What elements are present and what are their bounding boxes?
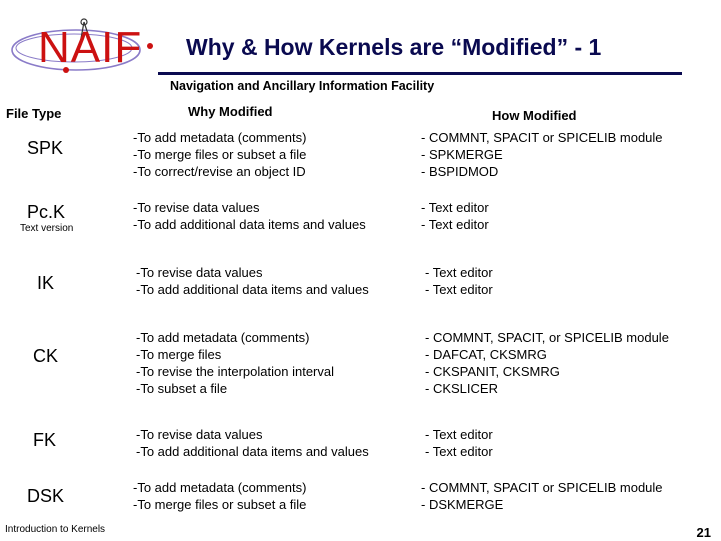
how-ck-line: - COMMNT, SPACIT, or SPICELIB module xyxy=(425,330,669,345)
file-type-spk: SPK xyxy=(27,138,64,158)
page-subtitle: Navigation and Ancillary Information Facility xyxy=(170,79,435,93)
why-fk xyxy=(136,426,369,460)
why-fk-line: -To revise data values xyxy=(136,427,263,442)
logo-text: NAIF xyxy=(38,23,143,72)
why-ik xyxy=(136,264,369,298)
how-fk-line: - Text editor xyxy=(425,444,493,459)
why-spk-line: -To add metadata (comments) xyxy=(133,130,307,145)
how-dsk xyxy=(421,479,663,513)
file-type-pck: Pc.K xyxy=(27,202,66,222)
how-spk-line: - COMMNT, SPACIT or SPICELIB module xyxy=(421,130,663,145)
why-ck-line: -To merge files xyxy=(136,347,222,362)
naif-logo xyxy=(8,8,168,78)
why-ck-line: -To subset a file xyxy=(136,381,228,396)
how-ck xyxy=(425,329,669,397)
why-dsk xyxy=(133,479,306,513)
why-ck-line: -To revise the interpolation interval xyxy=(136,364,334,379)
file-type-ik: IK xyxy=(37,273,55,293)
header-how-modified: How Modified xyxy=(492,108,577,123)
how-pck-line: - Text editor xyxy=(421,200,489,215)
file-type-dsk: DSK xyxy=(27,486,65,506)
how-fk xyxy=(425,426,493,460)
how-pck-line: - Text editor xyxy=(421,217,489,232)
how-dsk-line: - COMMNT, SPACIT or SPICELIB module xyxy=(421,480,663,495)
why-spk-line: -To correct/revise an object ID xyxy=(133,164,306,179)
how-ck-line: - CKSPANIT, CKSMRG xyxy=(425,364,560,379)
how-ck-line: - DAFCAT, CKSMRG xyxy=(425,347,547,362)
title-rule xyxy=(158,72,682,75)
why-dsk-line: -To add metadata (comments) xyxy=(133,480,307,495)
file-type-ck: CK xyxy=(33,346,59,366)
why-pck-line: -To add additional data items and values xyxy=(133,217,366,232)
how-dsk-line: - DSKMERGE xyxy=(421,497,504,512)
page-title: Why & How Kernels are “Modified” - 1 xyxy=(186,34,602,60)
how-ik-line: - Text editor xyxy=(425,282,493,297)
file-type-pck-subtype: Text version xyxy=(20,223,74,234)
header-file-type: File Type xyxy=(6,106,62,121)
why-ck xyxy=(136,329,334,397)
why-pck-line: -To revise data values xyxy=(133,200,260,215)
why-ik-line: -To add additional data items and values xyxy=(136,282,369,297)
how-spk xyxy=(421,129,663,180)
file-type-fk: FK xyxy=(33,430,57,450)
how-ck-line: - CKSLICER xyxy=(425,381,498,396)
how-spk-line: - BSPIDMOD xyxy=(421,164,499,179)
why-spk xyxy=(133,129,306,180)
how-fk-line: - Text editor xyxy=(425,427,493,442)
why-ik-line: -To revise data values xyxy=(136,265,263,280)
how-ik xyxy=(425,264,493,298)
header-why-modified: Why Modified xyxy=(188,104,273,119)
why-pck xyxy=(133,199,366,233)
how-ik-line: - Text editor xyxy=(425,265,493,280)
why-spk-line: -To merge files or subset a file xyxy=(133,147,307,162)
footer-section-label: Introduction to Kernels xyxy=(5,524,106,535)
why-fk-line: -To add additional data items and values xyxy=(136,444,369,459)
why-ck-line: -To add metadata (comments) xyxy=(136,330,310,345)
how-spk-line: - SPKMERGE xyxy=(421,147,503,162)
how-pck xyxy=(421,199,489,233)
page-number: 21 xyxy=(696,525,711,540)
why-dsk-line: -To merge files or subset a file xyxy=(133,497,307,512)
